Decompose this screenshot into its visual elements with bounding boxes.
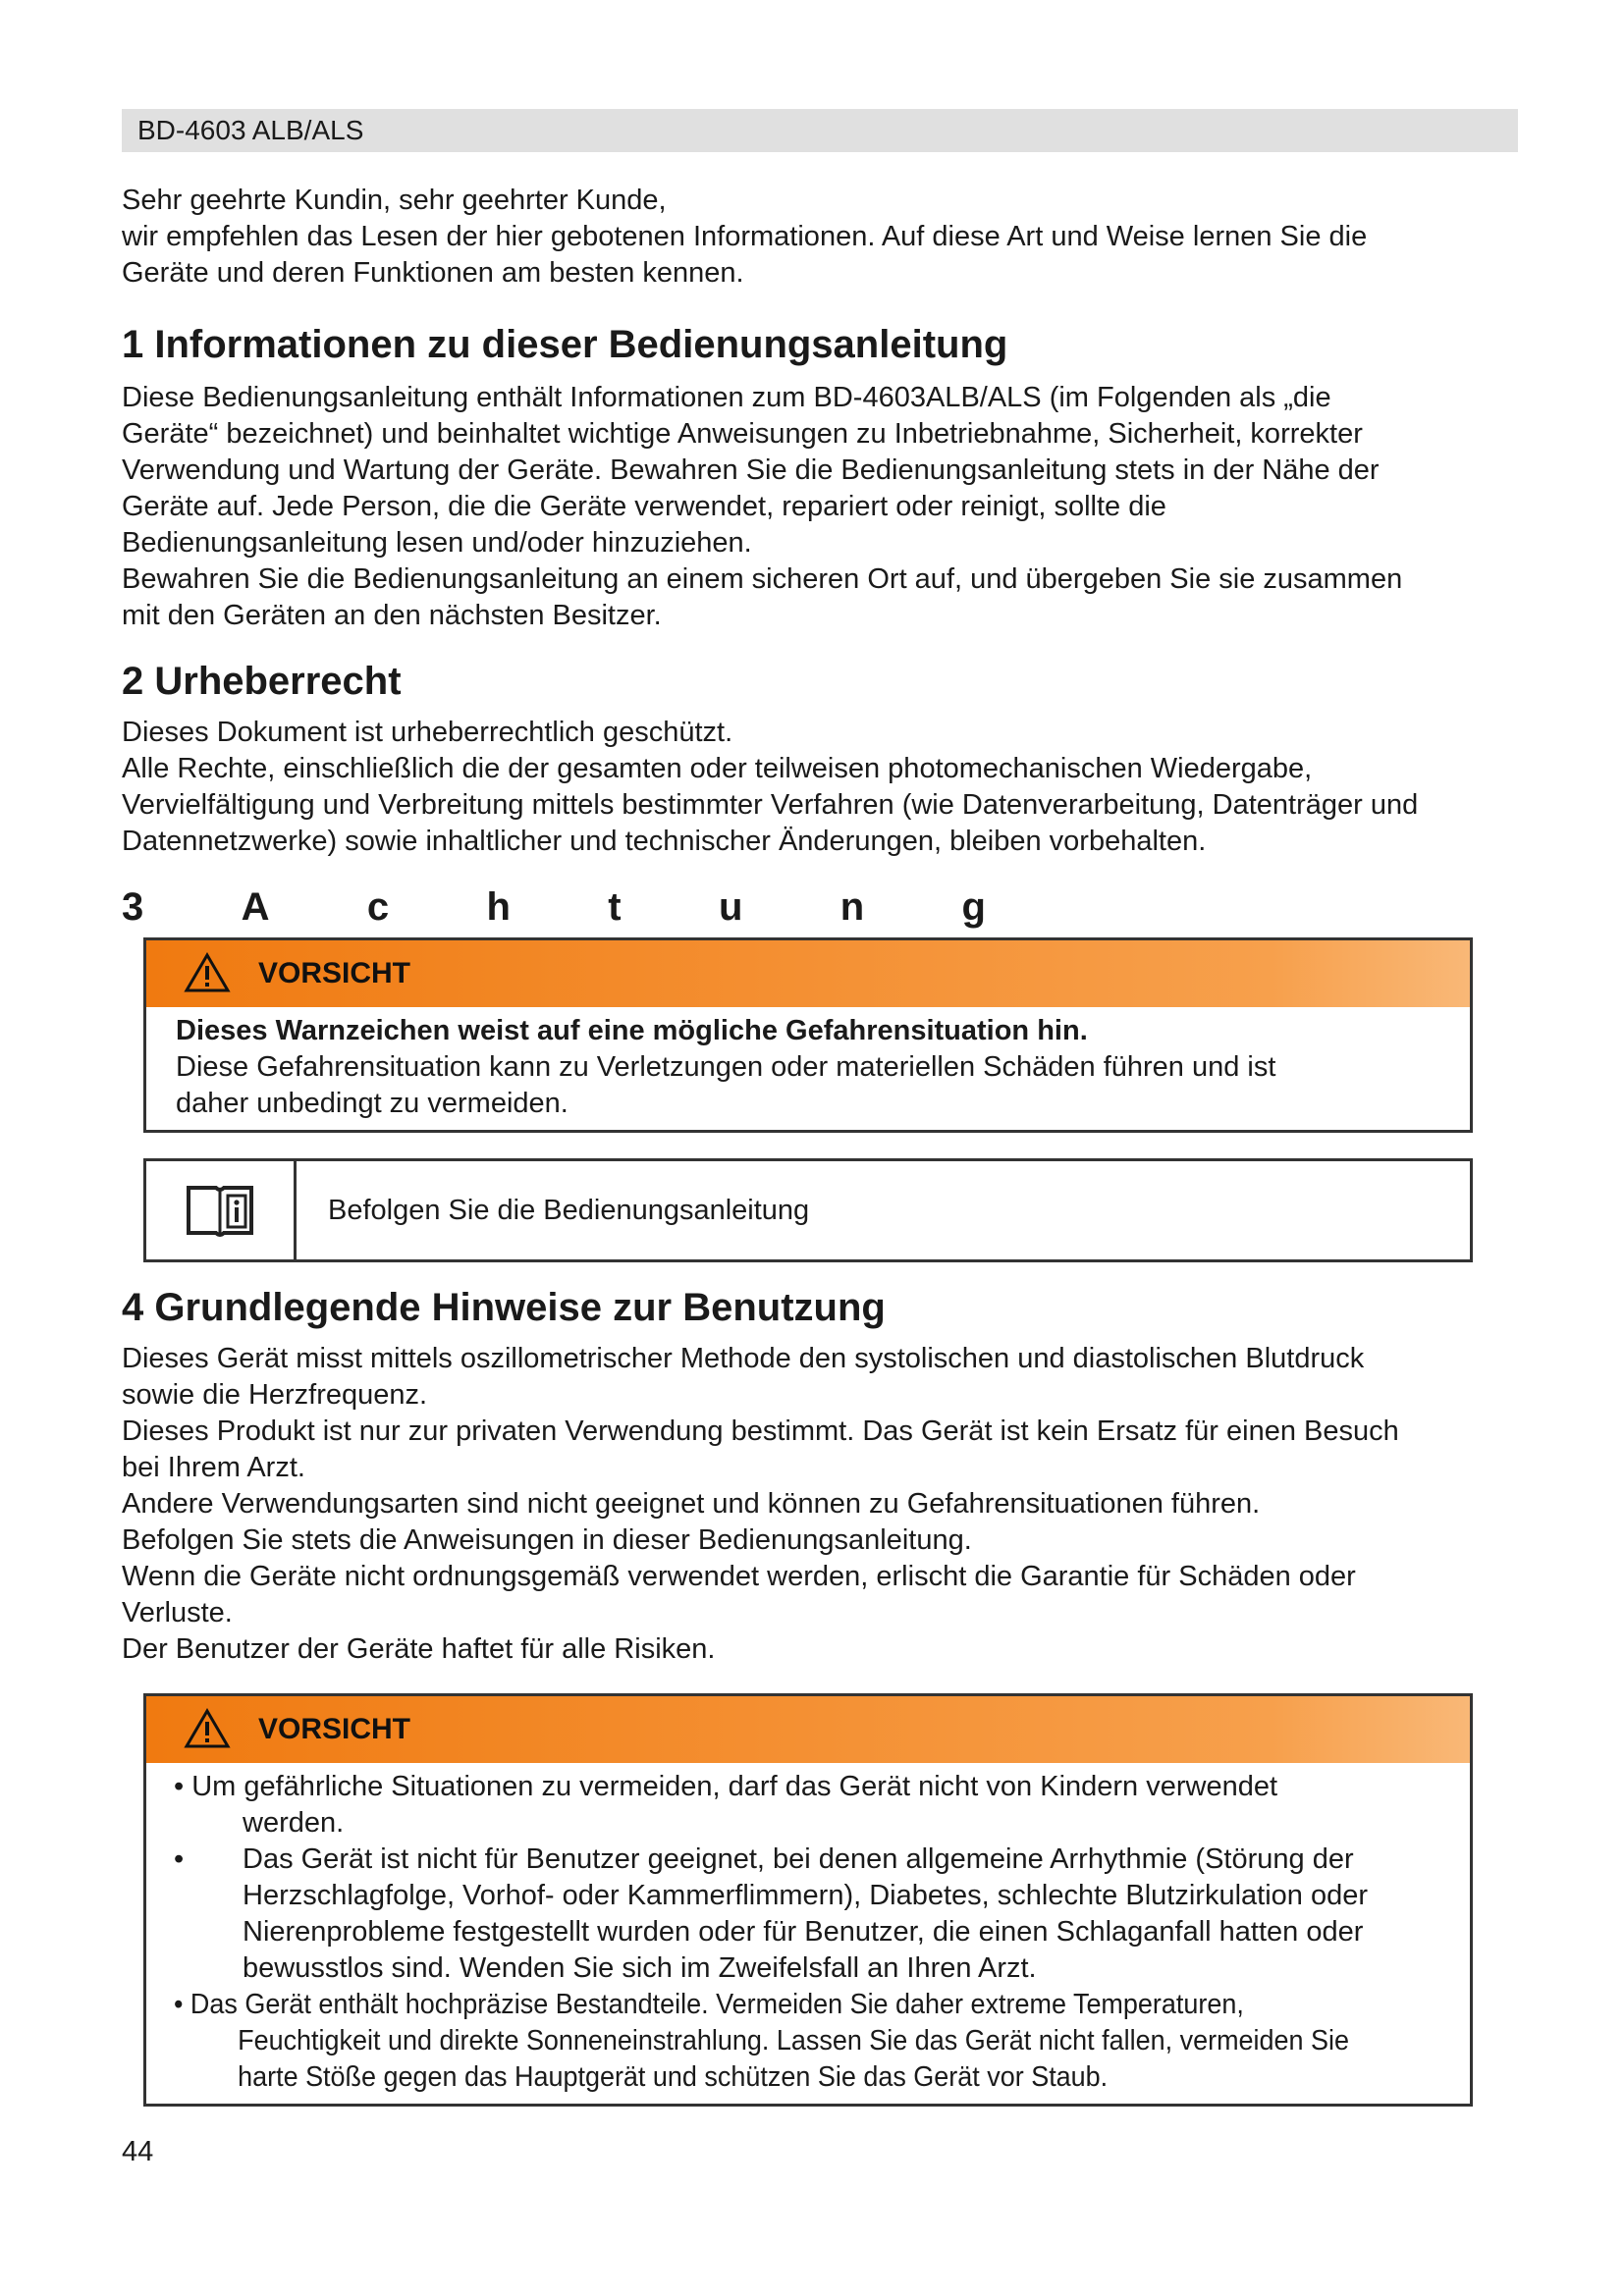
section-2-line: Alle Rechte, einschließlich die der gesamten oder teilweisen photomechanischen Wiedergabe,: [122, 753, 1313, 784]
section-1-line: Bewahren Sie die Bedienungsanleitung an einem sicheren Ort auf, und übergeben Sie sie zusammen: [122, 563, 1403, 595]
section-4-line: Wenn die Geräte nicht ordnungsgemäß verwendet werden, erlischt die Garantie für Schäden oder: [122, 1561, 1356, 1592]
document-model-title: BD-4603 ALB/ALS: [137, 115, 364, 145]
section-4-line: Verluste.: [122, 1597, 233, 1629]
section-1-line: Verwendung und Wartung der Geräte. Bewahren Sie die Bedienungsanleitung stets in der Nähe der: [122, 454, 1380, 486]
page-number: 44: [122, 2136, 154, 2167]
heading-char: t: [608, 885, 622, 929]
section-4: [122, 1284, 1526, 1668]
warning-bullet-2: [174, 1842, 1470, 1987]
heading-char: u: [718, 885, 743, 929]
warning-bullet-2-line: Das Gerät ist nicht für Benutzer geeignet, bei denen allgemeine Arrhythmie (Störung der: [243, 1843, 1354, 1875]
warning-bullet-3-cont: harte Stöße gegen das Hauptgerät und schützen Sie das Gerät vor Staub.: [238, 2061, 1109, 2093]
section-4-heading: 4 Grundlegende Hinweise zur Benutzung: [122, 1286, 886, 1329]
warning-triangle-icon: [184, 952, 231, 993]
section-2-heading: 2 Urheberrecht: [122, 660, 402, 703]
warning-bullet-1: • Um gefährliche Situationen zu vermeiden, darf das Gerät nicht von Kindern verwendet: [174, 1771, 1278, 1802]
bullet-marker: •: [174, 1843, 185, 1875]
warning-bullet-3: • Das Gerät enthält hochpräzise Bestandteile. Vermeiden Sie daher extreme Temperaturen,: [174, 1989, 1244, 2020]
warning-bullet-2-line: Herzschlagfolge, Vorhof- oder Kammerflimmern), Diabetes, schlechte Blutzirkulation oder: [243, 1880, 1368, 1911]
warning-box-1: [143, 937, 1473, 1133]
warning-bullet-2-line: Nierenprobleme festgestellt wurden oder für Benutzer, die einen Schlaganfall hatten oder: [243, 1916, 1364, 1948]
section-1-line: Geräte auf. Jede Person, die die Geräte verwendet, repariert oder reinigt, sollte die: [122, 491, 1166, 522]
section-2-line: Datennetzwerke) sowie inhaltlicher und technischer Änderungen, bleiben vorbehalten.: [122, 826, 1207, 857]
warning-bullet-1-cont: werden.: [243, 1807, 345, 1839]
warning-triangle-icon: [184, 1708, 231, 1749]
section-4-line: sowie die Herzfrequenz.: [122, 1379, 428, 1411]
intro-paragraph: [122, 183, 1526, 292]
heading-char: c: [366, 885, 390, 929]
section-4-line: Andere Verwendungsarten sind nicht geeignet und können zu Gefahrensituationen führen.: [122, 1488, 1261, 1520]
section-4-line: Dieses Produkt ist nur zur privaten Verwendung bestimmt. Das Gerät ist kein Ersatz für einen Besuch: [122, 1415, 1399, 1447]
section-1-line: mit den Geräten an den nächsten Besitzer.: [122, 600, 662, 631]
intro-line: Sehr geehrte Kundin, sehr geehrter Kunde,: [122, 185, 667, 216]
heading-char: 3: [122, 885, 144, 929]
warning-label: VORSICHT: [258, 957, 411, 989]
info-text: Befolgen Sie die Bedienungsanleitung: [328, 1194, 810, 1226]
intro-line: wir empfehlen das Lesen der hier gebotenen Informationen. Auf diese Art und Weise lernen Sie die: [122, 221, 1368, 252]
section-1: [122, 321, 1526, 634]
heading-char: A: [241, 885, 270, 929]
section-2: [122, 658, 1526, 860]
heading-char: n: [839, 885, 865, 929]
warning-box-2: [143, 1693, 1473, 2107]
warning-label: VORSICHT: [258, 1713, 411, 1745]
section-4-line: bei Ihrem Arzt.: [122, 1452, 305, 1483]
warning-header: [146, 940, 1470, 1007]
section-4-line: Dieses Gerät misst mittels oszillometrischer Methode den systolischen und diastolischen Blutdruck: [122, 1343, 1365, 1374]
warning-bullet-2-line: bewusstlos sind. Wenden Sie sich im Zweifelsfall an Ihren Arzt.: [243, 1952, 1037, 1984]
document-header-bar: [122, 109, 1518, 152]
warning-header: [146, 1696, 1470, 1763]
section-2-line: Dieses Dokument ist urheberrechtlich geschützt.: [122, 717, 733, 748]
section-1-heading: 1 Informationen zu dieser Bedienungsanleitung: [122, 323, 1008, 366]
intro-line: Geräte und deren Funktionen am besten kennen.: [122, 257, 744, 289]
warning-line: daher unbedingt zu vermeiden.: [176, 1088, 568, 1119]
section-1-line: Bedienungsanleitung lesen und/oder hinzuziehen.: [122, 527, 752, 559]
section-3-heading: [122, 885, 1526, 930]
section-4-line: Befolgen Sie stets die Anweisungen in dieser Bedienungsanleitung.: [122, 1524, 972, 1556]
section-4-line: Der Benutzer der Geräte haftet für alle Risiken.: [122, 1633, 716, 1665]
section-1-line: Geräte“ bezeichnet) und beinhaltet wichtige Anweisungen zu Inbetriebnahme, Sicherheit, korrekter: [122, 418, 1363, 450]
heading-char: g: [961, 885, 986, 929]
warning-line: Diese Gefahrensituation kann zu Verletzungen oder materiellen Schäden führen und ist: [176, 1051, 1276, 1083]
warning-bullet-3-cont: Feuchtigkeit und direkte Sonneneinstrahlung. Lassen Sie das Gerät nicht fallen, vermeiden Sie: [238, 2025, 1350, 2056]
section-2-line: Vervielfältigung und Verbreitung mittels bestimmter Verfahren (wie Datenverarbeitung, Datenträger und: [122, 789, 1419, 821]
instruction-info-box: [143, 1158, 1473, 1262]
manual-book-info-icon: [185, 1182, 255, 1239]
heading-char: h: [486, 885, 511, 929]
section-1-line: Diese Bedienungsanleitung enthält Informationen zum BD-4603ALB/ALS (im Folgenden als „die: [122, 382, 1331, 413]
warning-bold-line: Dieses Warnzeichen weist auf eine mögliche Gefahrensituation hin.: [176, 1015, 1088, 1046]
